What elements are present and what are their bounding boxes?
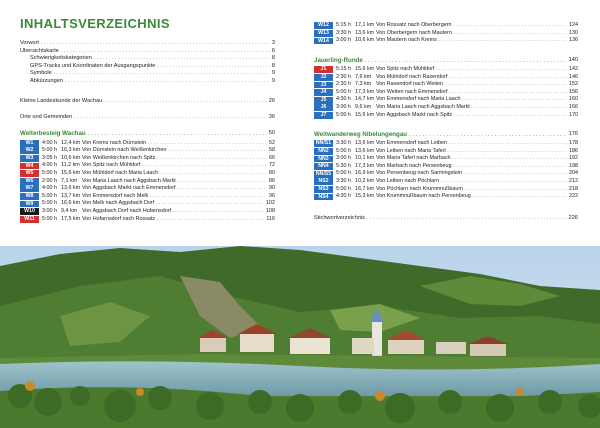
tour-row[interactable] bbox=[314, 163, 578, 171]
tour-row[interactable] bbox=[314, 89, 578, 97]
tour-distance: 15,3 km bbox=[355, 193, 375, 200]
tour-code-badge: NN/S5 bbox=[315, 170, 332, 177]
tour-description: Von Weiten nach Emmersdorf . . . bbox=[376, 89, 567, 97]
toc-entry-label: Orte und Gemeinden . . . bbox=[20, 114, 267, 122]
tour-duration: 3:30 h bbox=[336, 29, 351, 36]
tour-code-badge: J6 bbox=[314, 104, 333, 111]
tour-code-badge: W9 bbox=[20, 201, 39, 208]
tour-description: Von Mautern nach Krems . . . bbox=[376, 37, 567, 45]
tour-code-badge: W2 bbox=[20, 147, 39, 154]
tour-distance: 13,7 km bbox=[61, 192, 81, 199]
tour-description: Von Dürnstein nach Weißenkirchen . . . bbox=[82, 147, 267, 155]
tour-distance: 17,5 km bbox=[61, 215, 81, 222]
tour-description: Von Hofarnsdorf nach Rossatz . . . bbox=[82, 216, 264, 224]
tour-code-badge: W8 bbox=[20, 193, 39, 200]
tour-distance: 7,1 km bbox=[61, 177, 78, 184]
tour-row[interactable] bbox=[20, 162, 275, 170]
tour-distance: 9,4 km bbox=[61, 207, 78, 214]
tour-duration: 5:00 h bbox=[336, 170, 351, 177]
tour-description: Von Maria Laach nach Aggsbach Markt . . . bbox=[82, 178, 267, 186]
tour-description: Von Oberbergern nach Mautern . . . bbox=[376, 30, 567, 38]
tour-code-badge: J3 bbox=[314, 82, 333, 89]
tour-distance: 7,3 km bbox=[355, 81, 372, 88]
tour-description: Von Spitz nach Mühldorf . . . bbox=[376, 66, 567, 74]
tour-distance: 16,9 km bbox=[355, 170, 375, 177]
tour-page: 170 bbox=[569, 111, 578, 118]
tour-duration: 5:00 h bbox=[336, 111, 351, 118]
toc-entry[interactable] bbox=[20, 70, 275, 78]
tour-page: 156 bbox=[569, 88, 578, 95]
tour-page: 166 bbox=[569, 104, 578, 110]
tour-row[interactable] bbox=[314, 170, 578, 178]
tour-duration: 5:00 h bbox=[42, 192, 57, 199]
tour-code-badge: J2 bbox=[314, 74, 333, 81]
tour-code-badge: NN2 bbox=[314, 148, 333, 155]
tour-code-badge: NN4 bbox=[314, 163, 333, 170]
tour-description: Von Aggsbach Markt nach Emmersdorf . . . bbox=[82, 185, 267, 193]
tour-page: 142 bbox=[569, 66, 578, 72]
tour-description: Von Aggsbach Dorf nach Hofarnsdorf . . . bbox=[82, 208, 264, 216]
toc-entry-label: Symbole . . . bbox=[20, 70, 270, 78]
tour-distance: 14,7 km bbox=[355, 96, 375, 103]
section-nibelungengau[interactable] bbox=[314, 131, 578, 139]
tour-distance: 15,6 km bbox=[355, 111, 375, 118]
section-welterbesteig[interactable] bbox=[20, 130, 275, 138]
tour-code-badge: NS2 bbox=[314, 178, 333, 185]
toc-entry-page: 9 bbox=[271, 70, 275, 77]
tour-code-badge: W10 bbox=[20, 208, 39, 215]
tour-description: Von Krems nach Dürnstein . . . bbox=[82, 140, 267, 148]
tour-page: 178 bbox=[569, 140, 578, 146]
tour-description: Von Weißenkirchen nach Spitz . . . bbox=[82, 155, 267, 163]
toc-entry[interactable] bbox=[20, 78, 275, 86]
toc-entry-label: Schwierigkeitskategorien . . . bbox=[20, 55, 270, 63]
toc-entry-index[interactable] bbox=[314, 215, 578, 223]
tour-description: Von Emmersdorf nach Melk . . . bbox=[82, 193, 267, 201]
tour-duration: 5:15 h bbox=[336, 66, 351, 72]
tour-page: 146 bbox=[569, 73, 578, 80]
tour-code-badge: W14 bbox=[314, 38, 333, 45]
tour-code-badge: W11 bbox=[20, 216, 39, 223]
tour-row[interactable] bbox=[20, 147, 275, 155]
section-title-label: Jauerling-Runde . . . bbox=[314, 57, 567, 65]
tour-row[interactable] bbox=[314, 186, 578, 194]
tour-distance: 15,6 km bbox=[355, 66, 375, 72]
tour-row[interactable] bbox=[314, 81, 578, 89]
tour-duration: 5:30 h bbox=[336, 162, 351, 169]
tour-page: 204 bbox=[569, 170, 578, 177]
tour-duration: 4:30 h bbox=[336, 193, 351, 200]
tour-distance: 10,2 km bbox=[355, 178, 375, 184]
tour-page: 160 bbox=[569, 96, 578, 103]
tour-page: 222 bbox=[569, 193, 578, 200]
tour-description: Von Leiben nach Pöchlarn . . . bbox=[376, 178, 567, 186]
toc-entry-label: Übersichtskarte . . . bbox=[20, 48, 270, 56]
tour-page: 108 bbox=[266, 207, 275, 214]
toc-entry-landeskunde[interactable] bbox=[20, 98, 275, 106]
tour-duration: 5:00 h bbox=[42, 147, 57, 154]
page-title: INHALTSVERZEICHNIS bbox=[20, 16, 170, 31]
tour-distance: 9,6 km bbox=[355, 104, 372, 110]
tour-row[interactable] bbox=[314, 193, 578, 201]
tour-description: Von Mühldorf nach Raxendorf . . . bbox=[376, 74, 567, 82]
tour-description: Von Persenbeug nach Sarmingstein . . . bbox=[376, 170, 567, 178]
tour-distance: 11,2 km bbox=[61, 162, 80, 169]
tour-distance: 7,6 km bbox=[355, 73, 372, 80]
tour-distance: 10,1 km bbox=[355, 155, 375, 162]
tour-code-badge: J1 bbox=[314, 66, 333, 73]
tour-row[interactable] bbox=[20, 185, 275, 193]
tour-distance: 13,6 km bbox=[355, 29, 375, 36]
tour-row[interactable] bbox=[314, 112, 578, 120]
tour-code-badge: J7 bbox=[314, 112, 333, 119]
tour-description: Von Melk nach Aggsbach Dorf . . . bbox=[82, 200, 264, 208]
section-jauerling[interactable] bbox=[314, 57, 578, 65]
tour-page: 102 bbox=[266, 200, 275, 207]
tour-page: 198 bbox=[569, 162, 578, 169]
section-title-page: 176 bbox=[568, 131, 578, 137]
section-title-label: Weitwanderweg Nibelungengau . . . bbox=[314, 131, 567, 139]
tour-distance: 13,6 km bbox=[355, 140, 375, 146]
tour-duration: 2:00 h bbox=[42, 177, 57, 184]
tour-description: Von Raxendorf nach Weiten . . . bbox=[376, 81, 567, 89]
toc-entry-page: 3 bbox=[271, 40, 275, 46]
tour-distance: 13,6 km bbox=[61, 185, 81, 192]
tour-duration: 5:00 h bbox=[336, 88, 351, 95]
tour-code-badge: W13 bbox=[314, 30, 333, 37]
tour-description: Von Maria Laach nach Aggsbach Markt . . . bbox=[376, 104, 567, 112]
tour-code-badge: NS3 bbox=[314, 186, 333, 193]
toc-entry-label: Vorwort . . . bbox=[20, 40, 270, 48]
section-title-page: 140 bbox=[568, 57, 578, 63]
tour-distance: 16,7 km bbox=[355, 185, 375, 192]
tour-description: Von Emmersdorf nach Maria Laach . . . bbox=[376, 96, 567, 104]
section-title-page: 50 bbox=[268, 130, 275, 136]
tour-duration: 3:30 h bbox=[336, 140, 351, 146]
tour-code-badge: J5 bbox=[314, 97, 333, 104]
toc-entry[interactable] bbox=[20, 40, 275, 48]
tour-row[interactable] bbox=[314, 30, 578, 38]
tour-row[interactable] bbox=[314, 74, 578, 82]
tour-row[interactable] bbox=[314, 178, 578, 186]
tour-description: Von Pöchlarn nach Krummnußbaum . . . bbox=[376, 186, 567, 194]
tour-page: 186 bbox=[569, 147, 578, 154]
tour-description: Von Aggsbach Markt nach Spitz . . . bbox=[376, 112, 567, 120]
tour-row[interactable] bbox=[20, 208, 275, 216]
tour-duration: 3:00 h bbox=[336, 155, 351, 162]
tour-duration: 3:05 h bbox=[42, 154, 57, 161]
tour-code-badge: NN3 bbox=[314, 156, 333, 163]
tour-page: 58 bbox=[269, 147, 275, 154]
toc-entry-label: GPS-Tracks und Koordinaten der Ausgangspunkte . . . bbox=[20, 63, 270, 71]
tour-duration: 5:00 h bbox=[336, 185, 351, 192]
tour-duration: 4:00 h bbox=[42, 162, 57, 169]
toc-entry-orte[interactable] bbox=[20, 114, 275, 122]
tour-distance: 10,6 km bbox=[355, 37, 375, 44]
tour-page: 116 bbox=[266, 215, 275, 222]
toc-entry-page: 8 bbox=[271, 55, 275, 62]
tour-code-badge: J4 bbox=[314, 89, 333, 96]
toc-entry-page: 9 bbox=[271, 78, 275, 84]
tour-row[interactable] bbox=[314, 22, 578, 30]
tour-distance: 17,1 km bbox=[355, 22, 375, 28]
tour-page: 218 bbox=[569, 185, 578, 192]
tour-code-badge: NN/S1 bbox=[315, 140, 332, 147]
tour-distance: 17,3 km bbox=[355, 162, 375, 169]
tour-description: Von Leiben nach Maria Taferl . . . bbox=[376, 148, 567, 156]
tour-page: 96 bbox=[269, 192, 275, 199]
toc-entry-page: 6 bbox=[271, 47, 275, 54]
tour-page: 66 bbox=[269, 154, 275, 161]
tour-duration: 2:30 h bbox=[336, 81, 351, 88]
tour-page: 52 bbox=[269, 139, 275, 146]
toc-entry[interactable] bbox=[20, 48, 275, 56]
tour-duration: 4:30 h bbox=[336, 96, 351, 103]
tour-distance: 16,3 km bbox=[61, 147, 81, 154]
tour-description: Von Emmersdorf nach Leiben . . . bbox=[376, 140, 567, 148]
tour-duration: 3:00 h bbox=[42, 207, 57, 214]
tour-row[interactable] bbox=[20, 140, 275, 148]
tour-duration: 5:00 h bbox=[42, 169, 57, 176]
tour-duration: 4:00 h bbox=[42, 139, 57, 146]
tour-row[interactable] bbox=[314, 96, 578, 104]
tour-duration: 5:15 h bbox=[336, 22, 351, 28]
tour-distance: 17,3 km bbox=[355, 88, 375, 95]
tour-distance: 12,4 km bbox=[61, 139, 81, 146]
tour-page: 124 bbox=[569, 22, 578, 28]
tour-description: Von Mühldorf nach Maria Laach . . . bbox=[82, 170, 267, 178]
tour-distance: 13,6 km bbox=[355, 147, 375, 154]
tour-duration: 3:30 h bbox=[336, 178, 351, 184]
tour-duration: 5:00 h bbox=[42, 200, 57, 207]
tour-row[interactable] bbox=[314, 66, 578, 74]
toc-entry-label: Abkürzungen . . . bbox=[20, 78, 270, 86]
tour-code-badge: W12 bbox=[314, 22, 333, 29]
tour-code-badge: W6 bbox=[20, 178, 39, 185]
tour-page: 152 bbox=[569, 81, 578, 88]
tour-row[interactable] bbox=[20, 200, 275, 208]
tour-duration: 3:00 h bbox=[336, 104, 351, 110]
tour-page: 86 bbox=[269, 177, 275, 184]
section-title-label: Welterbesteig Wachau . . . bbox=[20, 130, 267, 138]
tour-distance: 10,6 km bbox=[61, 154, 81, 161]
toc-entry[interactable] bbox=[20, 63, 275, 71]
tour-page: 136 bbox=[569, 37, 578, 44]
tour-code-badge: W1 bbox=[20, 140, 39, 147]
tour-page: 212 bbox=[569, 178, 578, 184]
wachau-landscape-photo bbox=[0, 246, 600, 428]
tour-row[interactable] bbox=[314, 155, 578, 163]
toc-entry-label: Stichwortverzeichnis . . . bbox=[314, 215, 567, 223]
tour-row[interactable] bbox=[20, 193, 275, 201]
tour-duration: 2:30 h bbox=[336, 73, 351, 80]
tour-code-badge: W7 bbox=[20, 185, 39, 192]
tour-row[interactable] bbox=[314, 37, 578, 45]
tour-duration: 5:00 h bbox=[336, 147, 351, 154]
tour-code-badge: W5 bbox=[20, 170, 39, 177]
toc-entry-page: 26 bbox=[268, 98, 275, 104]
tour-page: 72 bbox=[269, 162, 275, 169]
tour-code-badge: NS4 bbox=[314, 194, 333, 201]
tour-distance: 15,6 km bbox=[61, 169, 81, 176]
tour-duration: 5:00 h bbox=[42, 215, 57, 222]
tour-page: 130 bbox=[569, 29, 578, 36]
toc-entry-page: 226 bbox=[568, 215, 578, 221]
tour-description: Von Maria Taferl nach Marbach . . . bbox=[376, 155, 567, 163]
tour-row[interactable] bbox=[314, 140, 578, 148]
tour-row[interactable] bbox=[20, 216, 275, 224]
tour-row[interactable] bbox=[314, 104, 578, 112]
tour-page: 80 bbox=[269, 169, 275, 176]
tour-row[interactable] bbox=[314, 148, 578, 156]
tour-row[interactable] bbox=[20, 155, 275, 163]
toc-entry-page: 8 bbox=[271, 62, 275, 69]
tour-description: Von Rossatz nach Oberbergern . . . bbox=[376, 22, 567, 30]
tour-description: Von Krummnußbaum nach Persenbeug . . . bbox=[376, 193, 567, 201]
tour-duration: 4:00 h bbox=[42, 185, 57, 192]
toc-entry[interactable] bbox=[20, 55, 275, 63]
tour-duration: 3:00 h bbox=[336, 37, 351, 44]
tour-code-badge: W3 bbox=[20, 155, 39, 162]
toc-entry-label: Kleine Landeskunde der Wachau . . . bbox=[20, 98, 267, 106]
tour-code-badge: W4 bbox=[20, 163, 39, 170]
tour-distance: 16,6 km bbox=[61, 200, 81, 207]
tour-row[interactable] bbox=[20, 178, 275, 186]
tour-page: 90 bbox=[269, 185, 275, 192]
tour-page: 192 bbox=[569, 155, 578, 162]
tour-description: Von Spitz nach Mühldorf . . . bbox=[82, 162, 267, 170]
tour-row[interactable] bbox=[20, 170, 275, 178]
toc-entry-page: 36 bbox=[268, 114, 275, 120]
tour-description: Von Marbach nach Persenbeug . . . bbox=[376, 163, 567, 171]
